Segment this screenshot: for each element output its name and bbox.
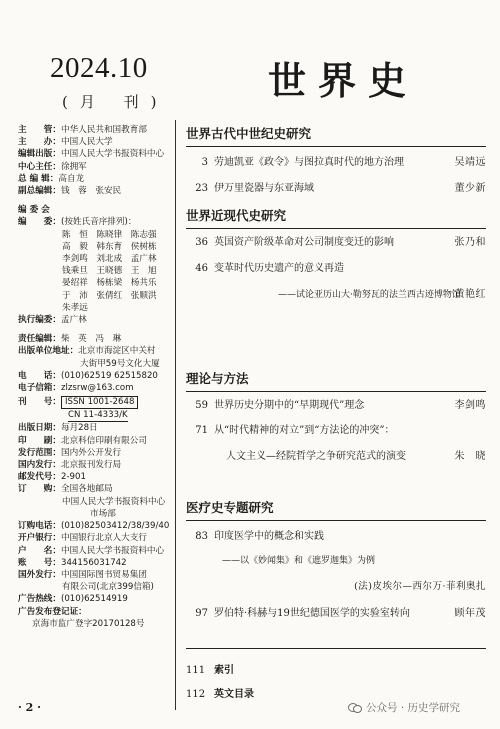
- toc-title: 变革时代历史遗产的意义再造: [214, 263, 344, 274]
- value-subscribe-2: 中国人民大学书报资料中心: [62, 496, 166, 507]
- toc-page-number: 3: [201, 157, 208, 168]
- value-email: zlzsrw@163.com: [60, 383, 134, 394]
- toc-title: 印度医学中的概念和实践: [214, 531, 324, 542]
- section-rule: [186, 391, 486, 392]
- value-subscribe: 全国各地邮局: [60, 484, 113, 495]
- issn-number: ISSN 1001-2648: [61, 396, 138, 409]
- toc-page-number: 97: [195, 608, 208, 619]
- member-line: 陈 恒 陈晓律 陈志强: [62, 229, 157, 240]
- value-exec-editor: 孟广林: [60, 315, 87, 326]
- watermark: [348, 700, 460, 715]
- issue-date: 2024.10: [50, 52, 148, 84]
- section-modern: [186, 208, 486, 229]
- toc-page-number: 111: [186, 665, 206, 676]
- value-distribution-scope: 国内外公开发行: [60, 447, 122, 458]
- value-zhuguan: 中华人民共和国教育部: [60, 125, 147, 135]
- toc-page-number: 23: [195, 183, 208, 194]
- frequency-label: (月 刊): [62, 93, 169, 111]
- toc-subtitle: ——以《妙闻集》和《遮罗迦集》为例: [222, 556, 376, 566]
- toc-page-number: 83: [195, 531, 208, 542]
- value-printer: 北京科信印刷有限公司: [60, 435, 147, 446]
- label-serial: 刊 号：: [18, 397, 61, 408]
- label-responsible-editor: 责任编辑：: [18, 334, 61, 345]
- label-domestic-distribution: 国内发行：: [18, 460, 61, 471]
- label-foreign-distribution: 国外发行：: [18, 569, 61, 580]
- label-pub-date: 出版日期：: [18, 423, 61, 434]
- toc-title: 从“时代精神的对立”到“方法论的冲突”：: [214, 425, 395, 436]
- label-subscribe-phone: 订购电话：: [18, 521, 61, 532]
- toc-page-number: 71: [195, 425, 208, 436]
- toc-title: 罗伯特·科赫与19世纪德国医学的实验室转向: [214, 608, 410, 619]
- toc-page-number: 112: [186, 689, 206, 700]
- journal-title: 世界史: [268, 58, 419, 103]
- toc-page-number: 59: [195, 400, 208, 411]
- label-director: 中心主任：: [18, 161, 61, 172]
- label-account-name: 户 名：: [18, 545, 61, 556]
- toc-author: (法)皮埃尔—西尔万·菲利奥扎: [354, 581, 486, 592]
- label-bianji: 编辑出版：: [18, 149, 61, 160]
- section-theory: [186, 371, 486, 392]
- label-deputy-editor: 副总编辑：: [18, 186, 61, 197]
- value-account-number: 344156031742: [60, 557, 127, 568]
- label-ad-license: 广告发布登记证：: [18, 606, 87, 617]
- section-title: 医疗史专题研究: [186, 500, 274, 515]
- label-address: 出版单位地址：: [18, 346, 79, 357]
- label-bank: 开户银行：: [18, 533, 61, 544]
- value-responsible-editor: 柴 英 冯 琳: [60, 334, 122, 345]
- value-zhuban: 中国人民大学: [60, 137, 113, 148]
- label-zhuguan: 主 管：: [18, 125, 61, 135]
- toc-page-number: 36: [195, 237, 208, 248]
- section-rule: [186, 648, 486, 649]
- label-members: 编 委：: [18, 217, 61, 228]
- value-foreign-distribution: 中国国际图书贸易集团: [60, 569, 147, 580]
- value-account-name: 中国人民大学书报资料中心: [60, 545, 165, 556]
- toc-title: 英国资产阶级革命对公司制度变迁的影响: [214, 237, 394, 248]
- value-deputy-editor: 钱 蓉 张安民: [60, 186, 122, 197]
- section-rule: [186, 520, 486, 521]
- cn-number: CN 11-4333/K: [68, 409, 128, 422]
- toc-title: 世界历史分期中的“早期现代”理念: [214, 400, 365, 411]
- toc-title: 英文目录: [214, 689, 254, 700]
- label-exec-editor: 执行编委：: [18, 315, 61, 326]
- value-director: 徐拥军: [60, 161, 87, 172]
- column-divider: [175, 120, 176, 710]
- label-account-number: 账 号：: [18, 557, 61, 568]
- section-rule: [186, 146, 486, 147]
- toc-subtitle: ——试论亚历山大·勒努瓦的法兰西古迹博物馆: [278, 290, 461, 300]
- member-line: 于 沛 张倩红 张顺洪: [62, 290, 157, 301]
- toc-subtitle: 人文主义—经院哲学之争研究范式的演变: [226, 451, 406, 462]
- value-bianji: 中国人民大学书报资料中心: [60, 149, 165, 160]
- toc-author: 吴靖远: [454, 157, 486, 168]
- label-phone: 电 话：: [18, 370, 61, 381]
- toc-page-number: 46: [195, 263, 208, 274]
- label-editor-in-chief: 总 编 辑：: [18, 173, 59, 184]
- label-zhuban: 主 办：: [18, 137, 61, 148]
- toc-author: 张乃和: [454, 237, 486, 248]
- value-pub-date: 每月28日: [60, 423, 98, 434]
- toc-title: 索引: [214, 665, 234, 676]
- toc-author: 顾年茂: [454, 608, 486, 619]
- member-line: 朱孝远: [62, 302, 88, 313]
- label-postal-code: 邮发代号：: [18, 472, 61, 483]
- watermark-text: 公众号 · 历史学研究: [366, 702, 461, 714]
- value-subscribe-phone: (010)82503412/38/39/40: [60, 521, 170, 532]
- value-editor-in-chief: 高自龙: [58, 173, 85, 184]
- toc-author: 董少新: [454, 183, 486, 194]
- wechat-icon: [348, 702, 362, 713]
- member-line: 钱乘旦 王晓德 王 旭: [62, 266, 157, 277]
- value-domestic-distribution: 北京报刊发行局: [60, 460, 122, 471]
- label-committee: 编 委 会: [18, 205, 50, 216]
- member-line: 晏绍祥 杨栋梁 杨共乐: [62, 278, 157, 289]
- toc-title: 劳迪凯亚《政令》与图拉真时代的地方治理: [214, 157, 404, 168]
- page-number: · 2 ·: [18, 701, 41, 714]
- label-printer: 印 刷：: [18, 435, 61, 446]
- value-foreign-distribution-2: 有限公司(北京399信箱): [62, 582, 154, 593]
- label-ad-hotline: 广告热线：: [18, 594, 61, 605]
- toc-author: 朱 晓: [454, 451, 486, 462]
- value-bank: 中国银行北京人大支行: [60, 533, 147, 544]
- value-ad-license: 京海市监广登字20170128号: [32, 618, 145, 629]
- label-subscribe: 订 购：: [18, 484, 61, 495]
- value-postal-code: 2-901: [60, 472, 86, 483]
- value-ad-hotline: (010)62514919: [60, 594, 128, 605]
- value-address-2: 大街甲59号文化大厦: [80, 358, 160, 369]
- label-distribution-scope: 发行范围：: [18, 447, 61, 458]
- section-title: 世界古代中世纪史研究: [186, 126, 312, 141]
- label-email: 电子信箱：: [18, 383, 61, 394]
- masthead-info: [18, 124, 174, 630]
- section-title: 世界近现代史研究: [186, 208, 287, 223]
- toc-title: 伊万里瓷器与东亚海域: [214, 183, 314, 194]
- toc-author: 黄艳红: [454, 289, 486, 300]
- toc-author: 李剑鸣: [454, 400, 486, 411]
- member-line: 李剑鸣 刘北成 孟广林: [62, 254, 157, 265]
- member-line: 高 毅 韩东育 侯树栋: [62, 241, 157, 252]
- section-title: 理论与方法: [186, 371, 249, 386]
- section-rule: [186, 228, 486, 229]
- section-ancient-medieval: [186, 126, 486, 147]
- value-address: 北京市海淀区中关村: [78, 346, 156, 357]
- value-members-note: (按姓氏音序排列)：: [60, 217, 137, 228]
- value-phone: (010)62519 62515820: [60, 370, 158, 381]
- value-subscribe-3: 市场部: [90, 508, 116, 519]
- section-medical-history: [186, 500, 486, 521]
